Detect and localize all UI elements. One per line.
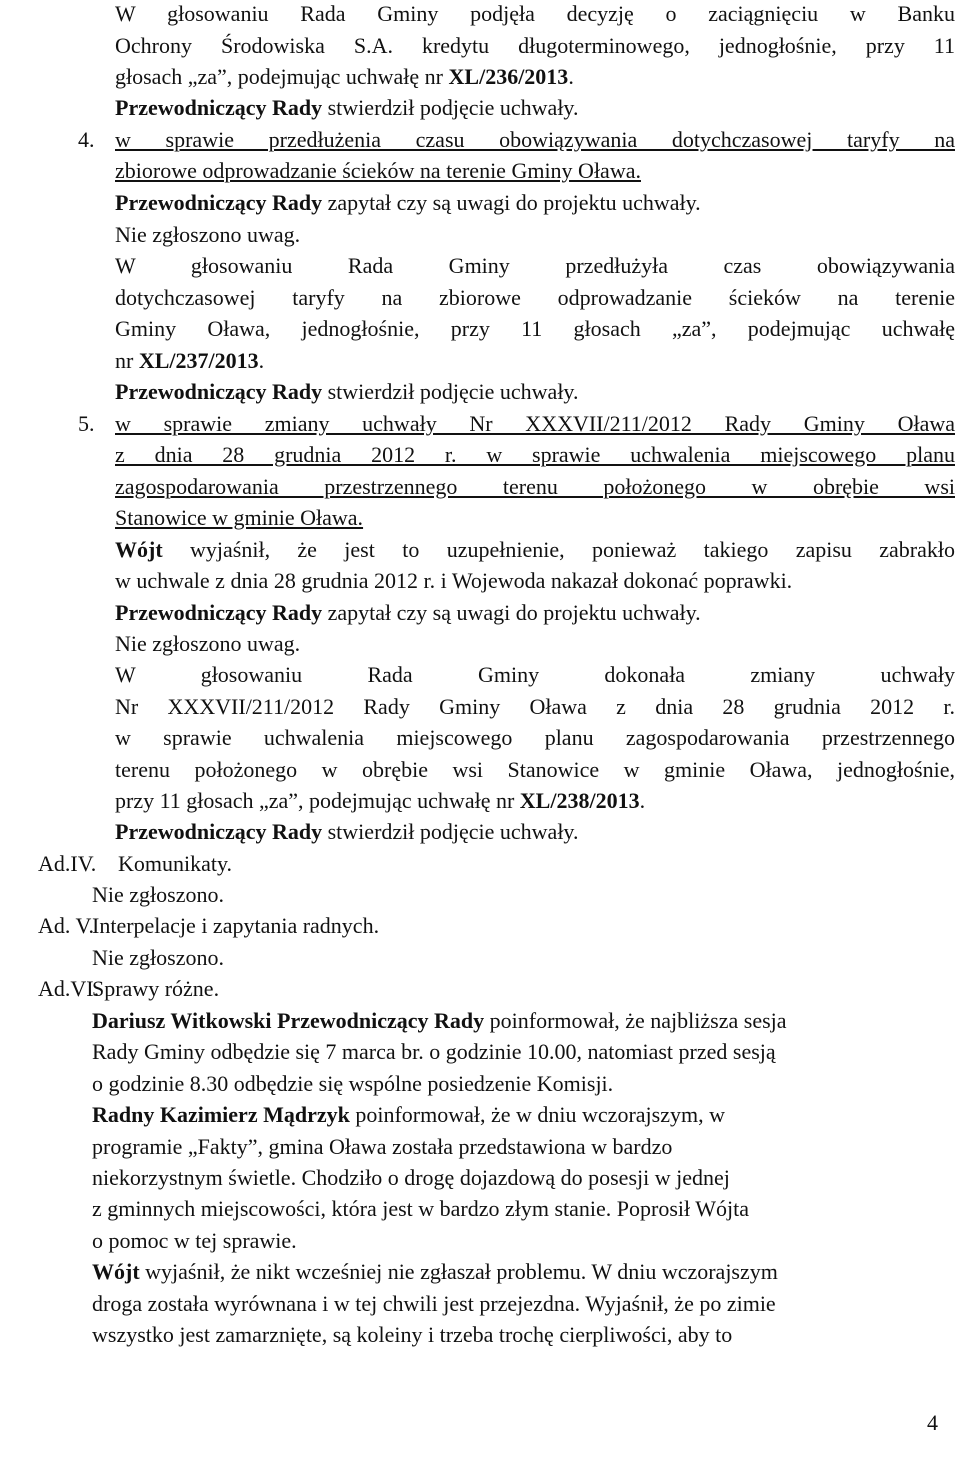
text-line: Przewodniczący Rady stwierdził podjęcie uchwały. [115,379,579,404]
text-line: Nie zgłoszono. [92,945,224,970]
item-title: w sprawie zmiany uchwały Nr XXXVII/211/2012 Rady Gminy Oława [115,411,955,436]
text-line: Nie zgłoszono uwag. [115,222,301,247]
text-line: nr XL/237/2013. [115,348,265,373]
text-line: dotychczasowej taryfy na zbiorowe odprowadzanie ścieków na terenie [115,285,955,310]
text-line: przy 11 głosach „za”, podejmując uchwałę nr XL/238/2013. [115,788,646,813]
item-title: zagospodarowania przestrzennego terenu położonego w obrębie wsi [115,474,955,499]
text-line: W głosowaniu Rada Gminy podjęła decyzję o zaciągnięciu w Banku [115,1,955,26]
text-line: niekorzystnym świetle. Chodziło o drogę dojazdową do posesji w jednej [92,1165,730,1190]
section-title: Komunikaty. [118,851,233,876]
text-line: Wójt wyjaśnił, że nikt wcześniej nie zgłaszał problemu. W dniu wczorajszym [92,1259,778,1284]
text-line: Przewodniczący Rady zapytał czy są uwagi do projektu uchwały. [115,190,701,215]
item-title: z dnia 28 grudnia 2012 r. w sprawie uchwalenia miejscowego planu [115,442,955,467]
text-line: Przewodniczący Rady stwierdził podjęcie uchwały. [115,95,579,120]
text-line: o godzinie 8.30 odbędzie się wspólne posiedzenie Komisji. [92,1071,614,1096]
text-line: w sprawie uchwalenia miejscowego planu zagospodarowania przestrzennego [115,725,955,750]
item-title: zbiorowe odprowadzanie ścieków na terenie Gminy Oława. [115,158,641,183]
text-line: terenu położonego w obrębie wsi Stanowice w gminie Oława, jednogłośnie, [115,757,955,782]
text-line: Gminy Oława, jednogłośnie, przy 11 głosach „za”, podejmując uchwałę [115,316,955,341]
text-line: Radny Kazimierz Mądrzyk poinformował, że w dniu wczorajszym, w [92,1102,725,1127]
text-line: w uchwale z dnia 28 grudnia 2012 r. i Wojewoda nakazał dokonać poprawki. [115,568,793,593]
section-label: Ad. V. [38,913,95,938]
section-label: Ad.IV. [38,851,97,876]
section-title: Sprawy różne. [92,976,220,1001]
text-line: Przewodniczący Rady stwierdził podjęcie uchwały. [115,819,579,844]
text-line: Ochrony Środowiska S.A. kredytu długoterminowego, jednogłośnie, przy 11 [115,33,955,58]
text-line: Dariusz Witkowski Przewodniczący Rady poinformował, że najbliższa sesja [92,1008,787,1033]
section-title: Interpelacje i zapytania radnych. [92,913,380,938]
text-line: Przewodniczący Rady zapytał czy są uwagi do projektu uchwały. [115,600,701,625]
text-line: W głosowaniu Rada Gminy przedłużyła czas obowiązywania [115,253,955,278]
text-line: programie „Fakty”, gmina Oława została przedstawiona w bardzo [92,1134,673,1159]
text-line: W głosowaniu Rada Gminy dokonała zmiany uchwały [115,662,955,687]
item-number: 5. [78,411,95,436]
text-line: o pomoc w tej sprawie. [92,1228,297,1253]
text-line: z gminnych miejscowości, która jest w bardzo złym stanie. Poprosił Wójta [92,1196,750,1221]
page-number: 4 [927,1410,938,1435]
text-line: Rady Gminy odbędzie się 7 marca br. o godzinie 10.00, natomiast przed sesją [92,1039,776,1064]
text-line: Wójt wyjaśnił, że jest to uzupełnienie, ponieważ takiego zapisu zabrakło [115,537,955,562]
item-title: w sprawie przedłużenia czasu obowiązywania dotychczasowej taryfy na [115,127,955,152]
text-line: droga została wyrównana i w tej chwili jest przejezdna. Wyjaśnił, że po zimie [92,1291,776,1316]
item-title: Stanowice w gminie Oława. [115,505,364,530]
text-line: Nie zgłoszono. [92,882,224,907]
text-line: głosach „za”, podejmując uchwałę nr XL/236/2013. [115,64,574,89]
item-number: 4. [78,127,95,152]
text-line: Nie zgłoszono uwag. [115,631,301,656]
section-label: Ad.VI. [38,976,100,1001]
text-line: wszystko jest zamarznięte, są koleiny i trzeba trochę cierpliwości, aby to [92,1322,733,1347]
text-line: Nr XXXVII/211/2012 Rady Gminy Oława z dnia 28 grudnia 2012 r. [115,694,955,719]
